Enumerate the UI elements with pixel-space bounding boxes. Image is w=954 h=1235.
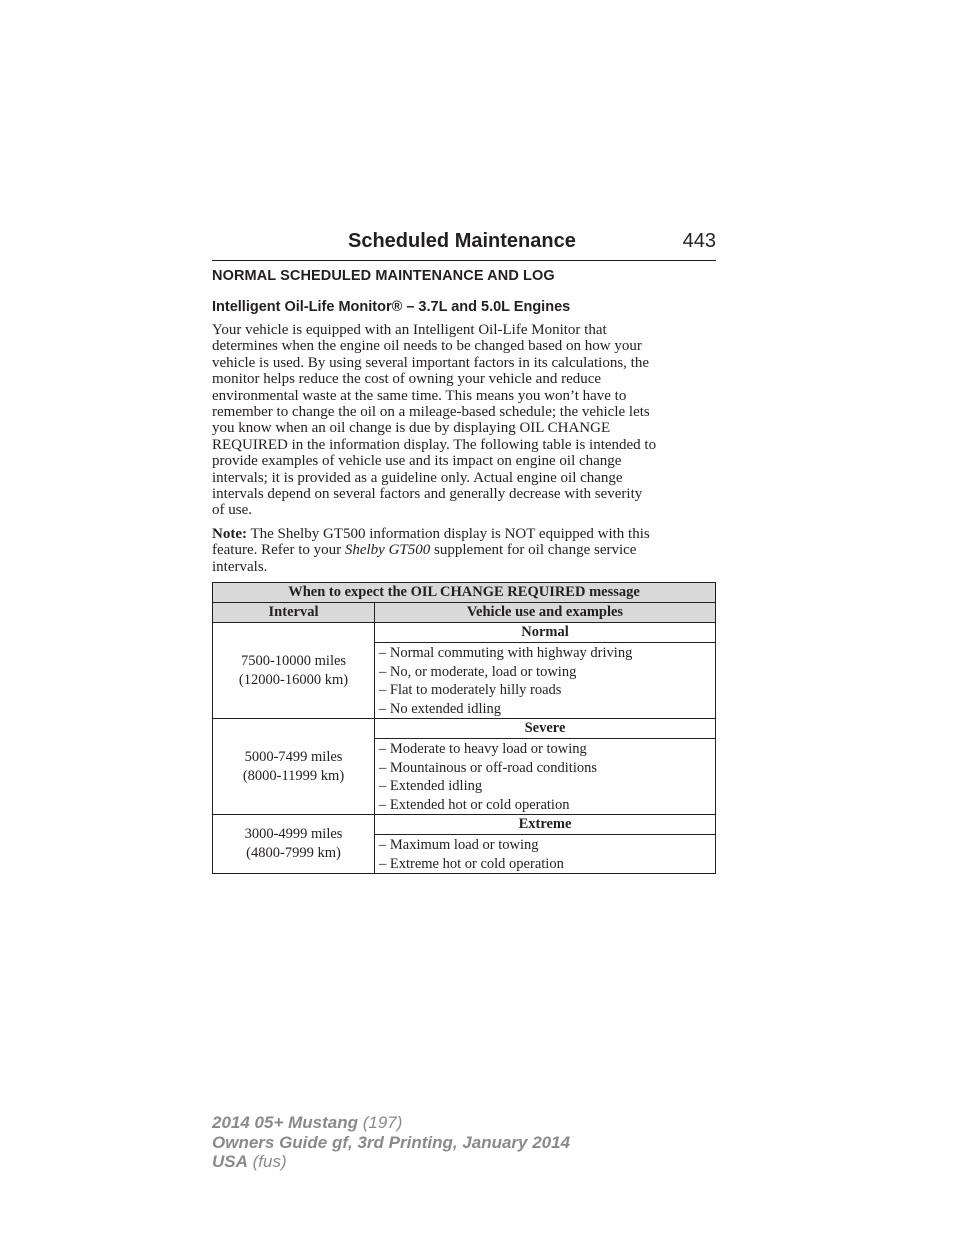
table-row xyxy=(213,623,716,643)
interval-km: (12000-16000 km) xyxy=(238,671,349,688)
example-item: – No extended idling xyxy=(379,700,502,717)
body-line: Your vehicle is equipped with an Intelligent Oil-Life Monitor that xyxy=(212,322,607,338)
interval-cell xyxy=(213,815,375,874)
body-paragraph xyxy=(212,322,718,519)
footer-code: (197) xyxy=(358,1113,403,1132)
example-item: – Extreme hot or cold operation xyxy=(379,855,564,872)
example-item: – Mountainous or off-road conditions xyxy=(379,759,598,776)
footer-edition: Owners Guide gf, 3rd Printing, January 2014 xyxy=(212,1132,571,1152)
example-item: – Extended idling xyxy=(379,778,483,794)
column-header-interval: Interval xyxy=(213,603,375,623)
footer-market: USA xyxy=(212,1152,248,1171)
section-heading: NORMAL SCHEDULED MAINTENANCE AND LOG xyxy=(212,268,555,284)
interval-km: (8000-11999 km) xyxy=(242,767,345,784)
table-row xyxy=(213,719,716,739)
examples-cell xyxy=(375,739,716,815)
category-label: Severe xyxy=(375,719,716,739)
body-line: REQUIRED in the information display. The following table is intended to xyxy=(212,436,657,453)
interval-miles: 5000-7499 miles xyxy=(244,748,343,765)
example-item: – Flat to moderately hilly roads xyxy=(379,682,562,698)
note-italic-text: Shelby GT500 xyxy=(344,542,431,559)
body-line: you know when an oil change is due by displaying OIL CHANGE xyxy=(212,420,611,437)
interval-miles: 3000-4999 miles xyxy=(244,826,343,842)
body-line: intervals; it is provided as a guideline only. Actual engine oil change xyxy=(212,469,623,486)
note-paragraph xyxy=(212,526,718,575)
body-line: monitor helps reduce the cost of owning your vehicle and reduce xyxy=(212,371,602,388)
body-line: remember to change the oil on a mileage-based schedule; the vehicle lets xyxy=(212,404,650,421)
chapter-title: Scheduled Maintenance xyxy=(348,230,576,252)
oil-change-table xyxy=(212,582,716,874)
body-line: provide examples of vehicle use and its impact on engine oil change xyxy=(212,453,622,470)
interval-km: (4800-7999 km) xyxy=(246,845,341,861)
example-item: – Moderate to heavy load or towing xyxy=(379,741,587,757)
body-line: vehicle is used. By using several important factors in its calculations, the xyxy=(212,354,649,371)
interval-cell xyxy=(213,623,375,719)
note-text: The Shelby GT500 information display is NOT equipped with this xyxy=(246,526,650,542)
note-text: intervals. xyxy=(212,558,268,575)
page-footer xyxy=(212,1113,570,1172)
category-label: Extreme xyxy=(375,815,716,835)
body-line: determines when the engine oil needs to be changed based on how your xyxy=(212,338,642,355)
example-item: – Extended hot or cold operation xyxy=(379,796,570,813)
page-header xyxy=(212,228,716,261)
note-text: supplement for oil change service xyxy=(430,542,637,559)
table-caption: When to expect the OIL CHANGE REQUIRED message xyxy=(213,583,716,603)
footer-market-code: (fus) xyxy=(247,1152,287,1171)
subsection-heading: Intelligent Oil-Life Monitor® – 3.7L and 5.0L Engines xyxy=(212,299,571,315)
column-header-use: Vehicle use and examples xyxy=(375,603,716,623)
interval-miles: 7500-10000 miles xyxy=(240,652,347,669)
example-item: – No, or moderate, load or towing xyxy=(379,663,577,680)
interval-cell xyxy=(213,719,375,815)
body-line: environmental waste at the same time. This means you won’t have to xyxy=(212,387,627,404)
example-item: – Normal commuting with highway driving xyxy=(379,645,633,661)
body-line: of use. xyxy=(212,502,252,519)
note-label: Note: xyxy=(212,526,247,542)
page-number: 443 xyxy=(682,230,716,252)
table-row xyxy=(213,815,716,835)
category-label: Normal xyxy=(375,623,716,643)
examples-cell xyxy=(375,835,716,874)
body-line: intervals depend on several factors and generally decrease with severity xyxy=(212,486,643,503)
example-item: – Maximum load or towing xyxy=(379,837,539,853)
note-text: feature. Refer to your xyxy=(212,542,345,559)
footer-model: 2014 05+ Mustang xyxy=(212,1113,358,1132)
examples-cell xyxy=(375,643,716,719)
